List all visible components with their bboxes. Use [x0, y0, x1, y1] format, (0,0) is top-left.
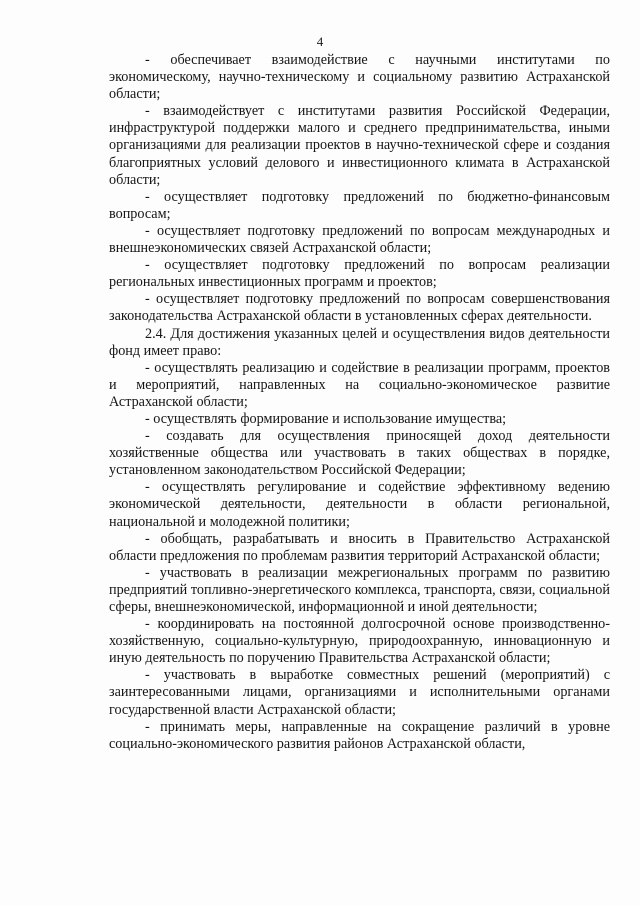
paragraph: - осуществляет подготовку предложений по вопросам международных и внешнеэкономических связей Астраханской области;	[109, 222, 610, 257]
paragraph: - взаимодействует с институтами развития Российской Федерации, инфраструктурой поддержки малого и среднего предпринимательства, иными организациями для реализации проектов в научно-технической сфере и создания благоприятных условий делового и инвестиционного климата в Астраханской области;	[109, 103, 610, 188]
document-body	[109, 52, 610, 753]
paragraph: - осуществляет подготовку предложений по вопросам реализации региональных инвестиционных программ и проектов;	[109, 257, 610, 291]
paragraph: - осуществлять формирование и использование имущества;	[145, 410, 507, 427]
paragraph: - осуществляет подготовку предложений по бюджетно-финансовым вопросам;	[109, 188, 610, 222]
paragraph: - принимать меры, направленные на сокращение различий в уровне социально-экономического развития районов Астраханской области,	[109, 718, 610, 752]
paragraph: - участвовать в реализации межрегиональных программ по развитию предприятий топливно-энергетического комплекса, транспорта, связи, социальной сферы, внешнеэкономической, информационной и иной деятельности;	[109, 564, 610, 615]
paragraph: - обобщать, разрабатывать и вносить в Правительство Астраханской области предложения по проблемам развития территорий Астраханской области;	[109, 530, 610, 564]
section-paragraph: 2.4. Для достижения указанных целей и осуществления видов деятельности фонд имеет право:	[109, 325, 610, 359]
paragraph: - осуществляет подготовку предложений по вопросам совершенствования законодательства Астраханской области в установленных сферах деятельности.	[109, 291, 610, 325]
paragraph: - осуществлять реализацию и содействие в реализации программ, проектов и мероприятий, направленных на социально-экономическое развитие Астраханской области;	[109, 359, 610, 410]
paragraph: - обеспечивает взаимодействие с научными институтами по экономическому, научно-техническому и социальному развитию Астраханской области;	[109, 52, 610, 103]
paragraph: - координировать на постоянной долгосрочной основе производственно-хозяйственную, социально-культурную, природоохранную, инновационную и иную деятельность по поручению Правительства Астраханской области;	[109, 616, 610, 667]
paragraph: - создавать для осуществления приносящей доход деятельности хозяйственные общества или участвовать в таких обществах в порядке, установленном законодательством Российской Федерации;	[109, 428, 610, 479]
paragraph: - осуществлять регулирование и содействие эффективному ведению экономической деятельности, деятельности в области региональной, национальной и молодежной политики;	[109, 479, 610, 530]
page-number: 4	[316, 34, 324, 49]
paragraph: - участвовать в выработке совместных решений (мероприятий) с заинтересованными лицами, организациями и исполнительными органами государственной власти Астраханской области;	[109, 667, 610, 718]
